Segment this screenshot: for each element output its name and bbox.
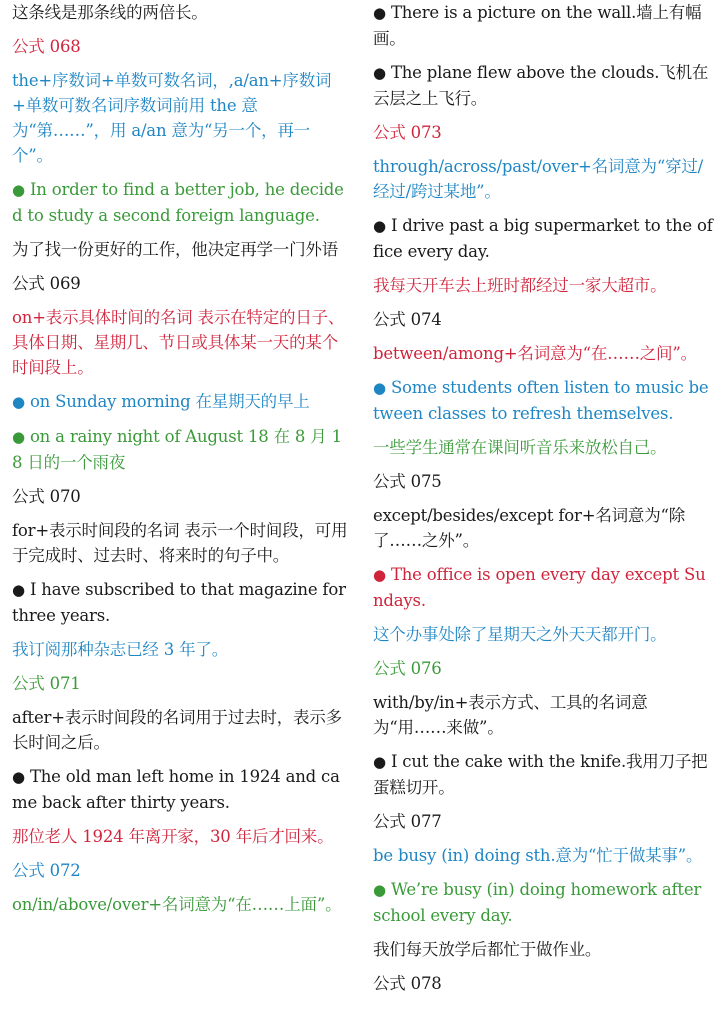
paragraph-text: on Sunday morning 在星期天的早上 — [29, 392, 310, 411]
paragraph-text: on+表示具体时间的名词 表示在特定的日子、具体日期、星期几、节日或具体某一天的某个时间段上。 — [12, 308, 345, 377]
paragraph-text: between/among+名词意为“在……之间”。 — [373, 344, 697, 363]
bullet-paragraph — [12, 389, 350, 415]
paragraph — [373, 307, 713, 332]
bullet-dot-icon: ● — [373, 753, 386, 771]
paragraph — [373, 937, 713, 962]
paragraph-text: on/in/above/over+名词意为“在……上面”。 — [12, 895, 342, 914]
paragraph-text: 为了找一份更好的工作，他决定再学一门外语 — [12, 240, 339, 259]
paragraph-gap — [12, 262, 350, 271]
paragraph-text: 公式 068 — [12, 37, 81, 56]
paragraph — [373, 809, 713, 834]
paragraph — [12, 34, 350, 59]
paragraph-gap — [12, 696, 350, 705]
paragraph — [12, 484, 350, 509]
bullet-dot-icon: ● — [373, 566, 386, 584]
paragraph-gap — [12, 168, 350, 177]
paragraph-gap — [373, 51, 713, 60]
paragraph-text: I have subscribed to that magazine for three years. — [12, 580, 346, 625]
paragraph-text: 一些学生通常在课间听音乐来放松自己。 — [373, 438, 667, 457]
paragraph-text: I cut the cake with the knife.我用刀子把蛋糕切开。 — [373, 752, 708, 797]
paragraph-text: 公式 078 — [373, 974, 442, 993]
bullet-paragraph — [373, 749, 713, 800]
paragraph — [12, 637, 350, 662]
paragraph-text: 那位老人 1924 年离开家，30 年后才回来。 — [12, 827, 334, 846]
paragraph — [12, 0, 350, 25]
paragraph — [373, 622, 713, 647]
paragraph-gap — [373, 204, 713, 213]
paragraph-gap — [373, 264, 713, 273]
paragraph-gap — [373, 332, 713, 341]
paragraph-text: 公式 071 — [12, 674, 81, 693]
paragraph-gap — [373, 460, 713, 469]
paragraph — [373, 469, 713, 494]
paragraph-text: through/across/past/over+名词意为“穿过/经过/跨过某地”。 — [373, 157, 704, 201]
paragraph-text: There is a picture on the wall.墙上有幅画。 — [373, 3, 702, 48]
paragraph-text: The plane flew above the clouds.飞机在云层之上飞行。 — [373, 63, 709, 108]
bullet-dot-icon: ● — [12, 581, 25, 599]
paragraph — [373, 435, 713, 460]
paragraph-text: In order to find a better job, he decided to study a second foreign language. — [12, 180, 344, 225]
paragraph-gap — [12, 25, 350, 34]
paragraph-text: 公式 075 — [373, 472, 442, 491]
paragraph-text: the+序数词+单数可数名词，,a/an+序数词+单数可数名词序数词前用 the 意为“第……”，用 a/an 意为“另一个，再一个”。 — [12, 71, 332, 165]
paragraph-text: Some students often listen to music between classes to refresh themselves. — [373, 378, 709, 423]
paragraph-gap — [12, 415, 350, 424]
paragraph-gap — [12, 628, 350, 637]
paragraph-gap — [373, 145, 713, 154]
paragraph-text: The old man left home in 1924 and came back after thirty years. — [12, 767, 340, 812]
bullet-paragraph — [373, 375, 713, 426]
paragraph-gap — [12, 380, 350, 389]
bullet-dot-icon: ● — [373, 881, 386, 899]
paragraph — [373, 120, 713, 145]
paragraph-text: 我们每天放学后都忙于做作业。 — [373, 940, 602, 959]
bullet-paragraph — [12, 424, 350, 475]
paragraph-gap — [12, 568, 350, 577]
bullet-dot-icon: ● — [12, 768, 25, 786]
paragraph-gap — [12, 849, 350, 858]
paragraph-gap — [12, 755, 350, 764]
paragraph-text: 公式 072 — [12, 861, 81, 880]
paragraph — [373, 503, 713, 553]
paragraph-gap — [373, 962, 713, 971]
bullet-paragraph — [373, 877, 713, 928]
paragraph-text: 公式 070 — [12, 487, 81, 506]
paragraph — [373, 690, 713, 740]
paragraph — [12, 892, 350, 917]
bullet-dot-icon: ● — [373, 379, 386, 397]
paragraph-gap — [12, 662, 350, 671]
bullet-dot-icon: ● — [12, 428, 25, 446]
bullet-dot-icon: ● — [12, 393, 25, 411]
bullet-dot-icon: ● — [373, 64, 386, 82]
paragraph-gap — [373, 366, 713, 375]
paragraph-gap — [12, 475, 350, 484]
bullet-paragraph — [373, 0, 713, 51]
paragraph-text: 我每天开车去上班时都经过一家大超市。 — [373, 276, 667, 295]
bullet-paragraph — [373, 213, 713, 264]
paragraph-gap — [373, 553, 713, 562]
paragraph-gap — [373, 298, 713, 307]
paragraph-text: with/by/in+表示方式、工具的名词意为“用……来做”。 — [373, 693, 648, 737]
paragraph — [373, 656, 713, 681]
paragraph-gap — [373, 800, 713, 809]
paragraph-text: on a rainy night of August 18 在 8 月 18 日的一个雨夜 — [12, 427, 342, 472]
paragraph-gap — [373, 613, 713, 622]
paragraph-text: for+表示时间段的名词 表示一个时间段，可用于完成时、过去时、将来时的句子中。 — [12, 521, 348, 565]
paragraph — [12, 518, 350, 568]
paragraph-text: We’re busy (in) doing homework after school every day. — [373, 880, 702, 925]
paragraph-gap — [12, 59, 350, 68]
paragraph-gap — [12, 296, 350, 305]
paragraph — [12, 271, 350, 296]
paragraph-gap — [12, 815, 350, 824]
paragraph-text: after+表示时间段的名词用于过去时，表示多长时间之后。 — [12, 708, 342, 752]
paragraph — [373, 154, 713, 204]
paragraph-text: except/besides/except for+名词意为“除了……之外”。 — [373, 506, 686, 550]
paragraph-gap — [373, 111, 713, 120]
paragraph-text: 这条线是那条线的两倍长。 — [12, 3, 208, 22]
paragraph — [12, 705, 350, 755]
paragraph-text: 公式 077 — [373, 812, 442, 831]
paragraph-gap — [12, 228, 350, 237]
paragraph-gap — [373, 681, 713, 690]
paragraph — [373, 273, 713, 298]
paragraph — [373, 971, 713, 996]
paragraph-text: 公式 074 — [373, 310, 442, 329]
bullet-dot-icon: ● — [373, 4, 386, 22]
paragraph-gap — [12, 883, 350, 892]
paragraph — [373, 843, 713, 868]
paragraph — [12, 824, 350, 849]
bullet-dot-icon: ● — [12, 181, 25, 199]
paragraph-gap — [373, 647, 713, 656]
bullet-paragraph — [12, 764, 350, 815]
paragraph — [373, 341, 713, 366]
paragraph-gap — [373, 834, 713, 843]
bullet-paragraph — [12, 177, 350, 228]
paragraph-text: 公式 069 — [12, 274, 81, 293]
paragraph-gap — [12, 509, 350, 518]
paragraph — [12, 671, 350, 696]
right-column — [373, 0, 713, 996]
paragraph — [12, 68, 350, 168]
paragraph — [12, 858, 350, 883]
paragraph-text: be busy (in) doing sth.意为“忙于做某事”。 — [373, 846, 703, 865]
paragraph-gap — [373, 426, 713, 435]
bullet-paragraph — [373, 562, 713, 613]
paragraph-gap — [373, 494, 713, 503]
paragraph — [12, 305, 350, 380]
paragraph-gap — [373, 928, 713, 937]
paragraph-text: I drive past a big supermarket to the office every day. — [373, 216, 713, 261]
bullet-dot-icon: ● — [373, 217, 386, 235]
paragraph-text: The office is open every day except Sundays. — [373, 565, 706, 610]
paragraph-text: 我订阅那种杂志已经 3 年了。 — [12, 640, 228, 659]
paragraph — [12, 237, 350, 262]
paragraph-text: 公式 076 — [373, 659, 442, 678]
paragraph-text: 这个办事处除了星期天之外天天都开门。 — [373, 625, 667, 644]
paragraph-gap — [373, 740, 713, 749]
bullet-paragraph — [373, 60, 713, 111]
bullet-paragraph — [12, 577, 350, 628]
paragraph-gap — [373, 868, 713, 877]
paragraph-text: 公式 073 — [373, 123, 442, 142]
left-column — [12, 0, 350, 917]
